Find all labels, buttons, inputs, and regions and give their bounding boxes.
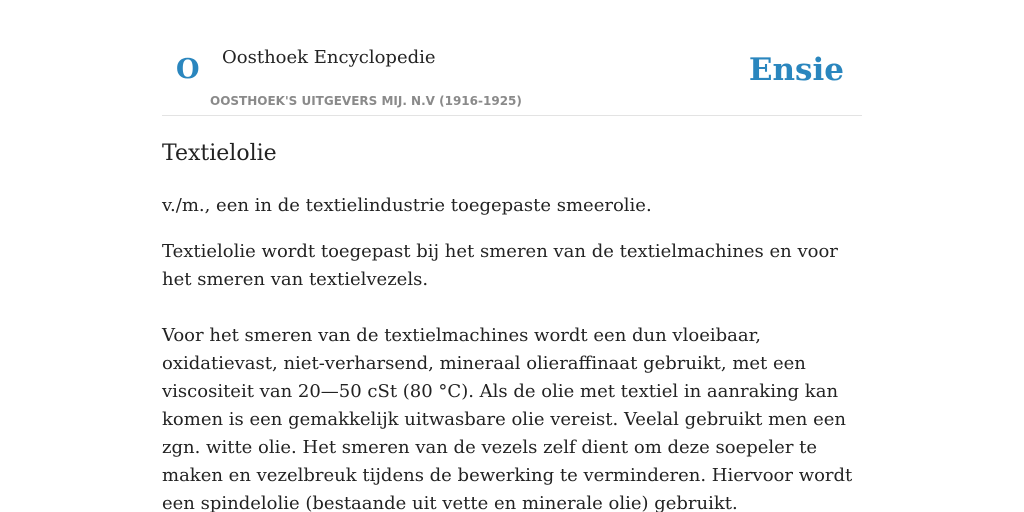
brand-logo-link[interactable]: Ensie xyxy=(748,52,844,88)
source-title[interactable]: Oosthoek Encyclopedie xyxy=(222,47,436,68)
article-definition: v./m., een in de textielindustrie toegepaste smeerolie. xyxy=(162,195,652,216)
source-header xyxy=(162,0,862,116)
article-paragraph: Textielolie wordt toegepast bij het smeren van de textielmachines en voor het smeren van textielvezels. xyxy=(162,241,838,290)
source-logo: O xyxy=(176,54,200,85)
source-subtitle: OOSTHOEK'S UITGEVERS MIJ. N.V (1916-1925) xyxy=(210,94,522,108)
article xyxy=(162,136,862,512)
article-paragraph: Voor het smeren van de textielmachines wordt een dun vloeibaar, oxidatievast, niet-verharsend, mineraal olieraffinaat gebruikt, met een viscositeit van 20—50 cSt (80 °C). Als de olie met textiel in aanraking kan komen is een gemakkelijk uitwasbare olie vereist. Veelal gebruikt men een zgn. witte olie. Het smeren van de vezels zelf dient om deze soepeler te maken en vezelbreuk tijdens de bewerking te verminderen. Hiervoor wordt een spindelolie (bestaande uit vette en minerale olie) gebruikt. xyxy=(162,325,853,512)
article-title: Textielolie xyxy=(162,141,277,166)
